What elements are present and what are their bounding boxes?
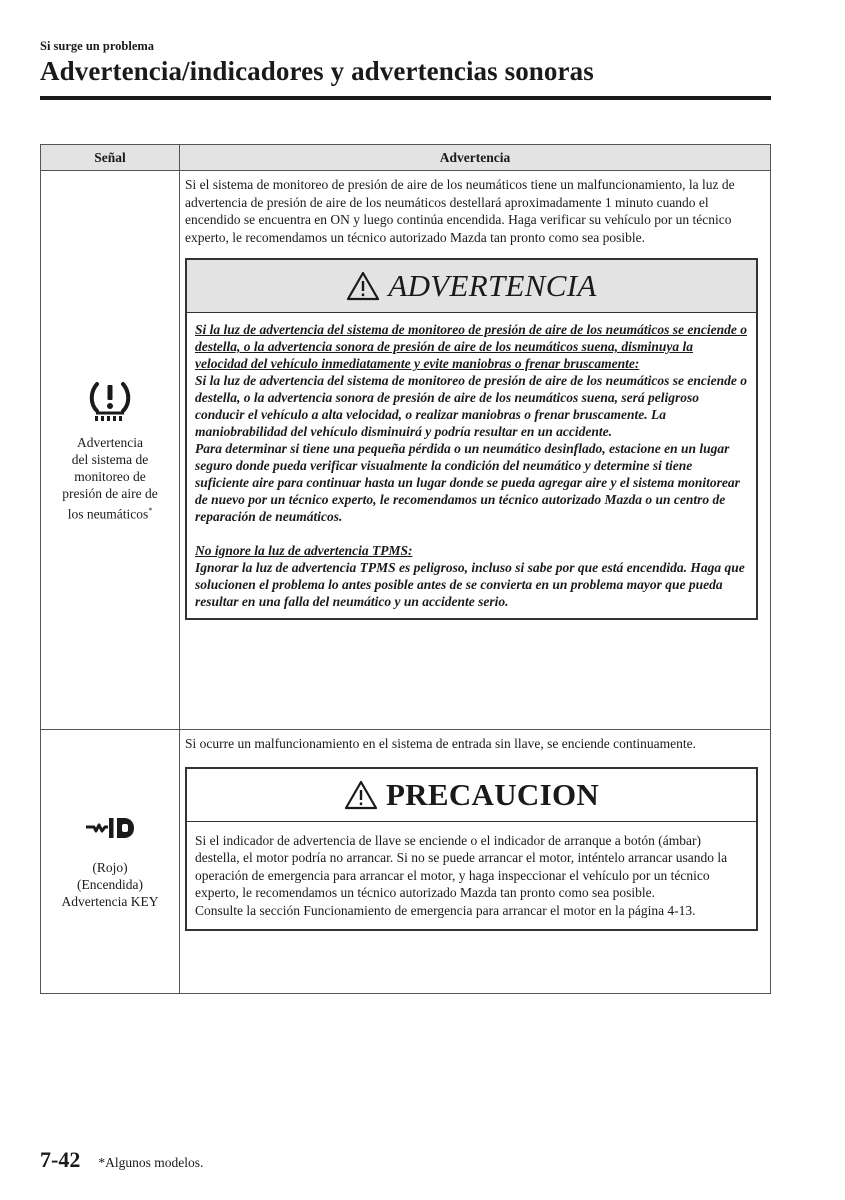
table-row <box>41 171 770 730</box>
caution-box <box>185 767 758 932</box>
warning-text-3: Ignorar la luz de advertencia TPMS es peligroso, incluso si sabe por que está encendida. Haga que solucionen el problema lo antes posible antes de se convierta en un problema mayor que pueda resultar en una falla del neumático y un accidente serio. <box>195 560 745 609</box>
warning-box-title: ADVERTENCIA <box>388 268 597 303</box>
warning-intro: Si ocurre un malfuncionamiento en el sistema de entrada sin llave, se enciende continuamente. <box>185 736 696 751</box>
page-number: 7-42 <box>40 1147 81 1172</box>
warning-triangle-icon <box>344 780 378 810</box>
warning-text-2: Para determinar si tiene una pequeña pérdida o un neumático desinflado, estacione en un lugar seguro donde pueda verificar visualmente la condición del neumático y determine si tiene suficiente aire para continuar hasta un lugar donde se pueda agregar aire y el sistema monitorear de nuevo por un técnico experto, le recomendamos un técnico autorizado Mazda o un centro de reparación de neumáticos. <box>195 441 740 524</box>
warning-box-header <box>187 260 756 313</box>
signal-cell <box>41 730 180 993</box>
signal-cell <box>41 171 180 729</box>
page-footer <box>40 1147 203 1173</box>
caution-box-title: PRECAUCION <box>385 776 600 812</box>
table-header-row <box>41 145 770 171</box>
tpms-warning-icon <box>87 378 133 428</box>
caution-box-header <box>187 769 756 822</box>
page-title: Advertencia/indicadores y advertencias sonoras <box>40 56 594 86</box>
table-row <box>41 730 770 993</box>
title-rule <box>40 96 771 100</box>
key-warning-icon <box>84 813 136 847</box>
signal-label: Advertencia del sistema de monitoreo de presión de aire de los neumáticos* <box>62 434 158 522</box>
warning-text-1: Si la luz de advertencia del sistema de monitoreo de presión de aire de los neumáticos se enciende o destella, o la advertencia sonora de presión de aire de los neumáticos suena, será peligroso conducir el vehículo a alta velocidad, o realizar maniobras o frenar bruscamente. La maniobrabilidad del vehículo disminuirá y podría resultar en un accidente. <box>195 373 747 439</box>
warning-box <box>185 258 758 620</box>
signal-label: (Rojo) (Encendida) Advertencia KEY <box>61 860 159 909</box>
warning-box-body <box>187 313 756 618</box>
caution-text-2: Consulte la sección Funcionamiento de emergencia para arrancar el motor en la página 4-13. <box>195 902 696 918</box>
caution-text-1: Si el indicador de advertencia de llave se enciende o el indicador de arranque a botón (ámbar) destella, el motor podría no arrancar. Si no se puede arrancar el motor, inténtelo arrancar usando la operación de emergencia para arrancar el motor, y haga inspeccionar el vehículo por un técnico experto, le recomendamos un técnico autorizado Mazda tan pronto como sea posible. <box>195 832 728 900</box>
header-warning: Advertencia <box>439 149 511 165</box>
warnings-table <box>40 144 771 994</box>
warning-triangle-icon <box>346 271 380 301</box>
section-label: Si surge un problema <box>40 39 155 53</box>
footnote: *Algunos modelos. <box>98 1155 204 1170</box>
warning-heading-1: Si la luz de advertencia del sistema de monitoreo de presión de aire de los neumáticos se enciende o destella, o la advertencia sonora de presión de aire de los neumáticos suena, disminuya la velocidad del vehículo inmediatamente y evite maniobras o frenar bruscamente: <box>195 322 747 371</box>
caution-box-body <box>187 822 756 930</box>
warning-heading-2: No ignore la luz de advertencia TPMS: <box>195 543 413 558</box>
warning-cell <box>180 730 770 993</box>
footnote-mark: * <box>148 505 153 515</box>
warning-cell <box>180 171 770 729</box>
header-signal: Señal <box>41 145 180 170</box>
warning-intro: Si el sistema de monitoreo de presión de aire de los neumáticos tiene un malfuncionamiento, la luz de advertencia de presión de aire de los neumáticos destellará aproximadamente 1 minuto cuando el encendido se encuentra en ON y luego continúa encendida. Haga verificar su vehículo por un técnico experto, le recomendamos un técnico autorizado Mazda tan pronto como sea posible. <box>185 177 735 245</box>
